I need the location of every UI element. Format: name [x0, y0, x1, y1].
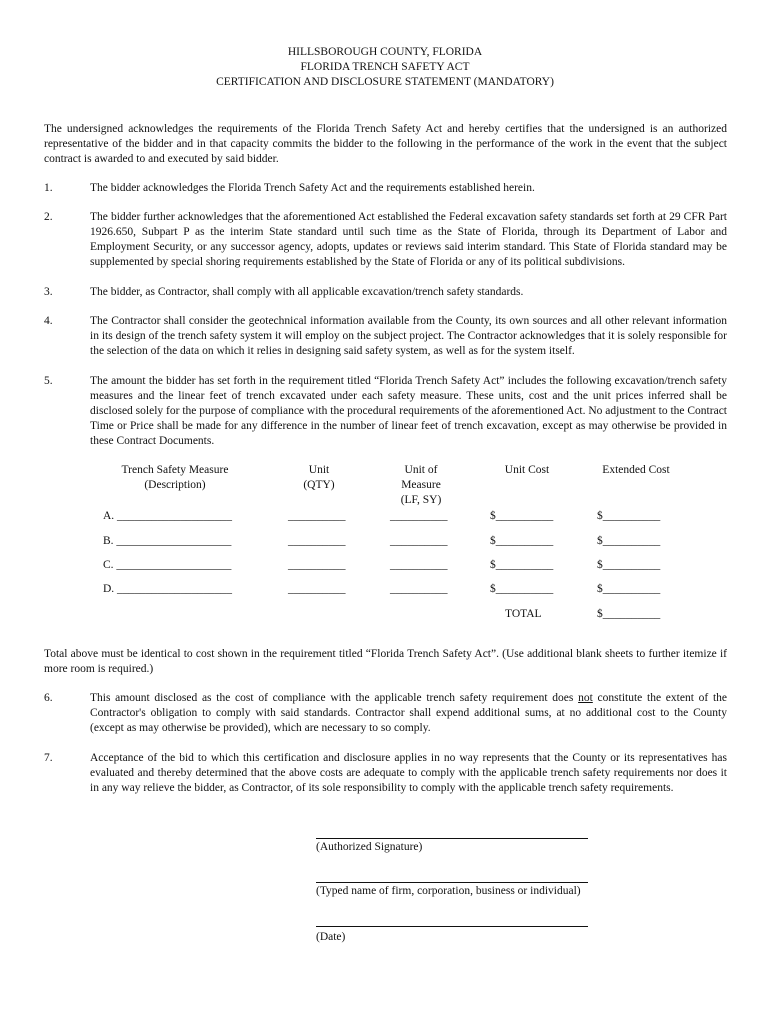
date-line[interactable] [316, 926, 588, 927]
item-text: This amount disclosed as the cost of compliance with the applicable trench safety requirement does not constitute the extent of the Contractor's obligation to comply with said standards. Contractor shall expend additional sums, at no additional cost to the County (except as may otherwise be provided), which are necessary to so comply. [90, 692, 727, 734]
row-c-unit-of-measure[interactable]: __________ [390, 559, 448, 571]
list-item-1 [44, 181, 727, 196]
item-text: The Contractor shall consider the geotechnical information available from the County, its own sources and all other relevant information in its design of the trench safety system it will employ on the subject project. The Contractor acknowledges that it is solely responsible for the selection of the data on which it relies in designing said safety system, as well as for the system itself. [90, 315, 727, 357]
typed-name-caption: (Typed name of firm, corporation, business or individual) [316, 885, 581, 897]
row-a-unit-of-measure[interactable]: __________ [390, 510, 448, 522]
col-header-unit-of-measure: Unit of Measure (LF, SY) [400, 464, 442, 506]
typed-name-line[interactable] [316, 882, 588, 883]
row-c-extended-cost[interactable]: $__________ [597, 559, 661, 571]
row-d-qty[interactable]: __________ [288, 583, 346, 595]
list-item-6 [44, 691, 727, 736]
row-b-qty[interactable]: __________ [288, 535, 346, 547]
row-d-unit-cost[interactable]: $__________ [490, 583, 554, 595]
date-caption: (Date) [316, 931, 346, 943]
row-c-description[interactable]: C. ____________________ [103, 559, 232, 571]
document-header [0, 45, 770, 90]
list-item-2 [44, 210, 727, 270]
total-label: TOTAL [505, 608, 542, 620]
list-item-3 [44, 285, 727, 300]
col-header-unit: Unit (QTY) [303, 464, 335, 491]
col-header-unit-cost: Unit Cost [504, 464, 550, 476]
row-a-description[interactable]: A. ____________________ [103, 510, 233, 522]
intro-paragraph: The undersigned acknowledges the requirements of the Florida Trench Safety Act and hereby certifies that the undersigned is an authorized representative of the bidder and in that capacity commits the bidder to the following in the performance of the work in the event that the subject contract is awarded to and executed by said bidder. [44, 123, 727, 165]
row-b-description[interactable]: B. ____________________ [103, 535, 232, 547]
col-header-extended-cost: Extended Cost [602, 464, 670, 476]
item-text: The bidder, as Contractor, shall comply with all applicable excavation/trench safety standards. [90, 286, 524, 298]
item-number: 6. [44, 692, 53, 704]
item-text: The amount the bidder has set forth in the requirement titled “Florida Trench Safety Act” includes the following excavation/trench safety measures and the linear feet of trench excavated under each safety measure. These units, cost and the unit prices inferred shall be disclosed solely for the purpose of compliance with the procedural requirements of the aforementioned Act. No adjustment to the Contract Time or Price shall be made for any difference in the number of linear feet of trench excavation, except as may otherwise be provided in these Contract Documents. [90, 375, 727, 447]
item-text: Acceptance of the bid to which this certification and disclosure applies in no way represents that the County or its representatives has evaluated and thereby determined that the above costs are adequate to comply with the applicable trench safety requirements nor does it in any way relieve the bidder, as Contractor, of its sole responsibility to comply with the applicable trench safety requirements. [90, 752, 727, 794]
row-b-extended-cost[interactable]: $__________ [597, 535, 661, 547]
header-county: HILLSBOROUGH COUNTY, FLORIDA [287, 46, 483, 58]
row-a-qty[interactable]: __________ [288, 510, 346, 522]
authorized-signature-caption: (Authorized Signature) [316, 841, 423, 853]
list-item-4 [44, 314, 727, 359]
item-text: The bidder acknowledges the Florida Trench Safety Act and the requirements established herein. [90, 182, 535, 194]
item-number: 3. [44, 286, 53, 298]
item-number: 4. [44, 315, 53, 327]
row-d-description[interactable]: D. ____________________ [103, 583, 233, 595]
row-a-extended-cost[interactable]: $__________ [597, 510, 661, 522]
authorized-signature-line[interactable] [316, 838, 588, 839]
header-act: FLORIDA TRENCH SAFETY ACT [300, 61, 470, 73]
row-a-unit-cost[interactable]: $__________ [490, 510, 554, 522]
emphasis-not: not [578, 692, 593, 704]
item-text: The bidder further acknowledges that the aforementioned Act established the Federal excavation safety standards set forth at 29 CFR Part 1926.650, Subpart P as the interim State standard until such time as the State of Florida, through its Department of Labor and Employment Security, or any successor agency, adopts, updates or reviews said interim standard. This State of Florida standard may be supplemented by special shoring requirements established by the State of Florida or any of its political subdivisions. [90, 211, 727, 268]
row-d-unit-of-measure[interactable]: __________ [390, 583, 448, 595]
row-d-extended-cost[interactable]: $__________ [597, 583, 661, 595]
row-c-unit-cost[interactable]: $__________ [490, 559, 554, 571]
list-item-7 [44, 751, 727, 796]
item-number: 1. [44, 182, 53, 194]
row-b-unit-of-measure[interactable]: __________ [390, 535, 448, 547]
item-number: 5. [44, 375, 53, 387]
item-number: 2. [44, 211, 53, 223]
item-number: 7. [44, 752, 53, 764]
total-extended-cost[interactable]: $__________ [597, 608, 661, 620]
row-b-unit-cost[interactable]: $__________ [490, 535, 554, 547]
row-c-qty[interactable]: __________ [288, 559, 346, 571]
col-header-measure: Trench Safety Measure (Description) [121, 464, 229, 491]
header-title: CERTIFICATION AND DISCLOSURE STATEMENT (MANDATORY) [216, 76, 554, 88]
list-item-5 [44, 374, 727, 449]
total-note: Total above must be identical to cost shown in the requirement titled “Florida Trench Safety Act”. (Use additional blank sheets to further itemize if more room is required.) [44, 648, 727, 675]
